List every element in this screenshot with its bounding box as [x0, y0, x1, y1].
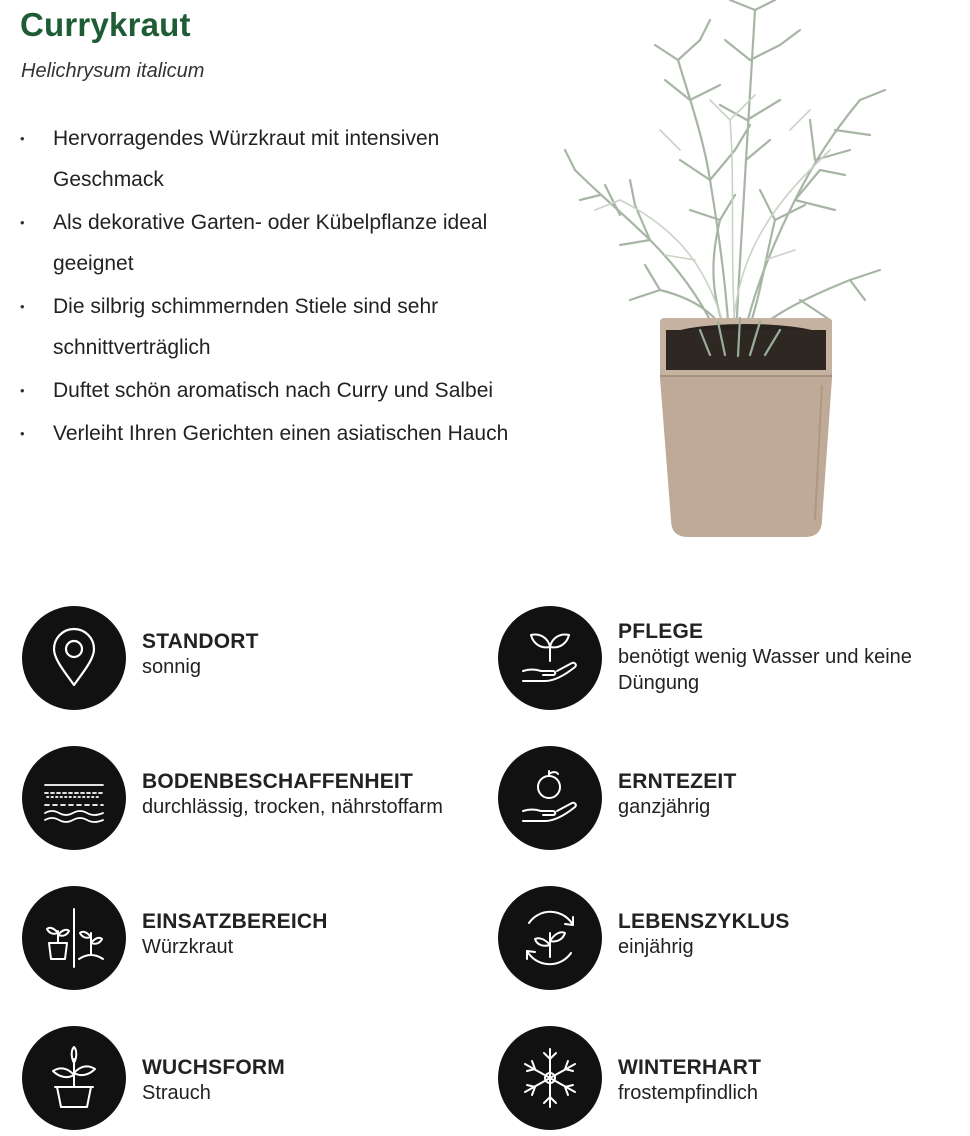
potted-plant-image — [560, 0, 905, 545]
feature-label: LEBENSZYKLUS — [618, 910, 790, 933]
feature-standort — [22, 606, 462, 716]
bullet-item: • Verleiht Ihren Gerichten einen asiatischen Hauch — [20, 413, 540, 454]
feature-wuchsform — [22, 1026, 462, 1136]
feature-label: EINSATZBEREICH — [142, 910, 328, 933]
bullet-item: • Hervorragendes Würzkraut mit intensiven Geschmack — [20, 118, 540, 200]
plant-foliage — [565, 0, 885, 355]
latin-name: Helichrysum italicum — [21, 60, 205, 82]
feature-value: ganzjährig — [618, 796, 711, 818]
feature-value: benötigt wenig Wasser und keine Düngung — [618, 646, 912, 694]
feature-value: durchlässig, trocken, nährstoffarm — [142, 796, 443, 818]
feature-winterhart — [498, 1026, 938, 1136]
feature-value: sonnig — [142, 656, 201, 678]
feature-erntezeit — [498, 746, 938, 856]
hand-fruit-icon — [498, 746, 602, 850]
feature-lebenszyklus — [498, 886, 938, 996]
feature-value: frostempfindlich — [618, 1082, 759, 1104]
bullet-item: • Die silbrig schimmernden Stiele sind sehr schnittverträglich — [20, 286, 540, 368]
feature-boden — [22, 746, 462, 856]
feature-value: einjährig — [618, 936, 694, 958]
feature-label: BODENBESCHAFFENHEIT — [142, 770, 413, 793]
bullet-item: • Als dekorative Garten- oder Kübelpflanze ideal geeignet — [20, 202, 540, 284]
plant-cycle-icon — [498, 886, 602, 990]
soil-layers-icon — [22, 746, 126, 850]
location-pin-icon — [22, 606, 126, 710]
snowflake-icon — [498, 1026, 602, 1130]
feature-bullet-list — [20, 118, 540, 456]
feature-label: PFLEGE — [618, 620, 704, 643]
hand-seedling-icon — [498, 606, 602, 710]
bullet-item: • Duftet schön aromatisch nach Curry und Salbei — [20, 370, 540, 411]
feature-label: ERNTEZEIT — [618, 770, 737, 793]
feature-pflege — [498, 606, 938, 716]
feature-label: WINTERHART — [618, 1056, 762, 1079]
product-title: Currykraut — [20, 6, 191, 43]
plant-pot — [660, 318, 832, 537]
pot-and-ground-plant-icon — [22, 886, 126, 990]
feature-label: STANDORT — [142, 630, 259, 653]
potted-shrub-icon — [22, 1026, 126, 1130]
feature-value: Strauch — [142, 1082, 211, 1104]
feature-value: Würzkraut — [142, 936, 234, 958]
feature-label: WUCHSFORM — [142, 1056, 285, 1079]
feature-einsatz — [22, 886, 462, 996]
